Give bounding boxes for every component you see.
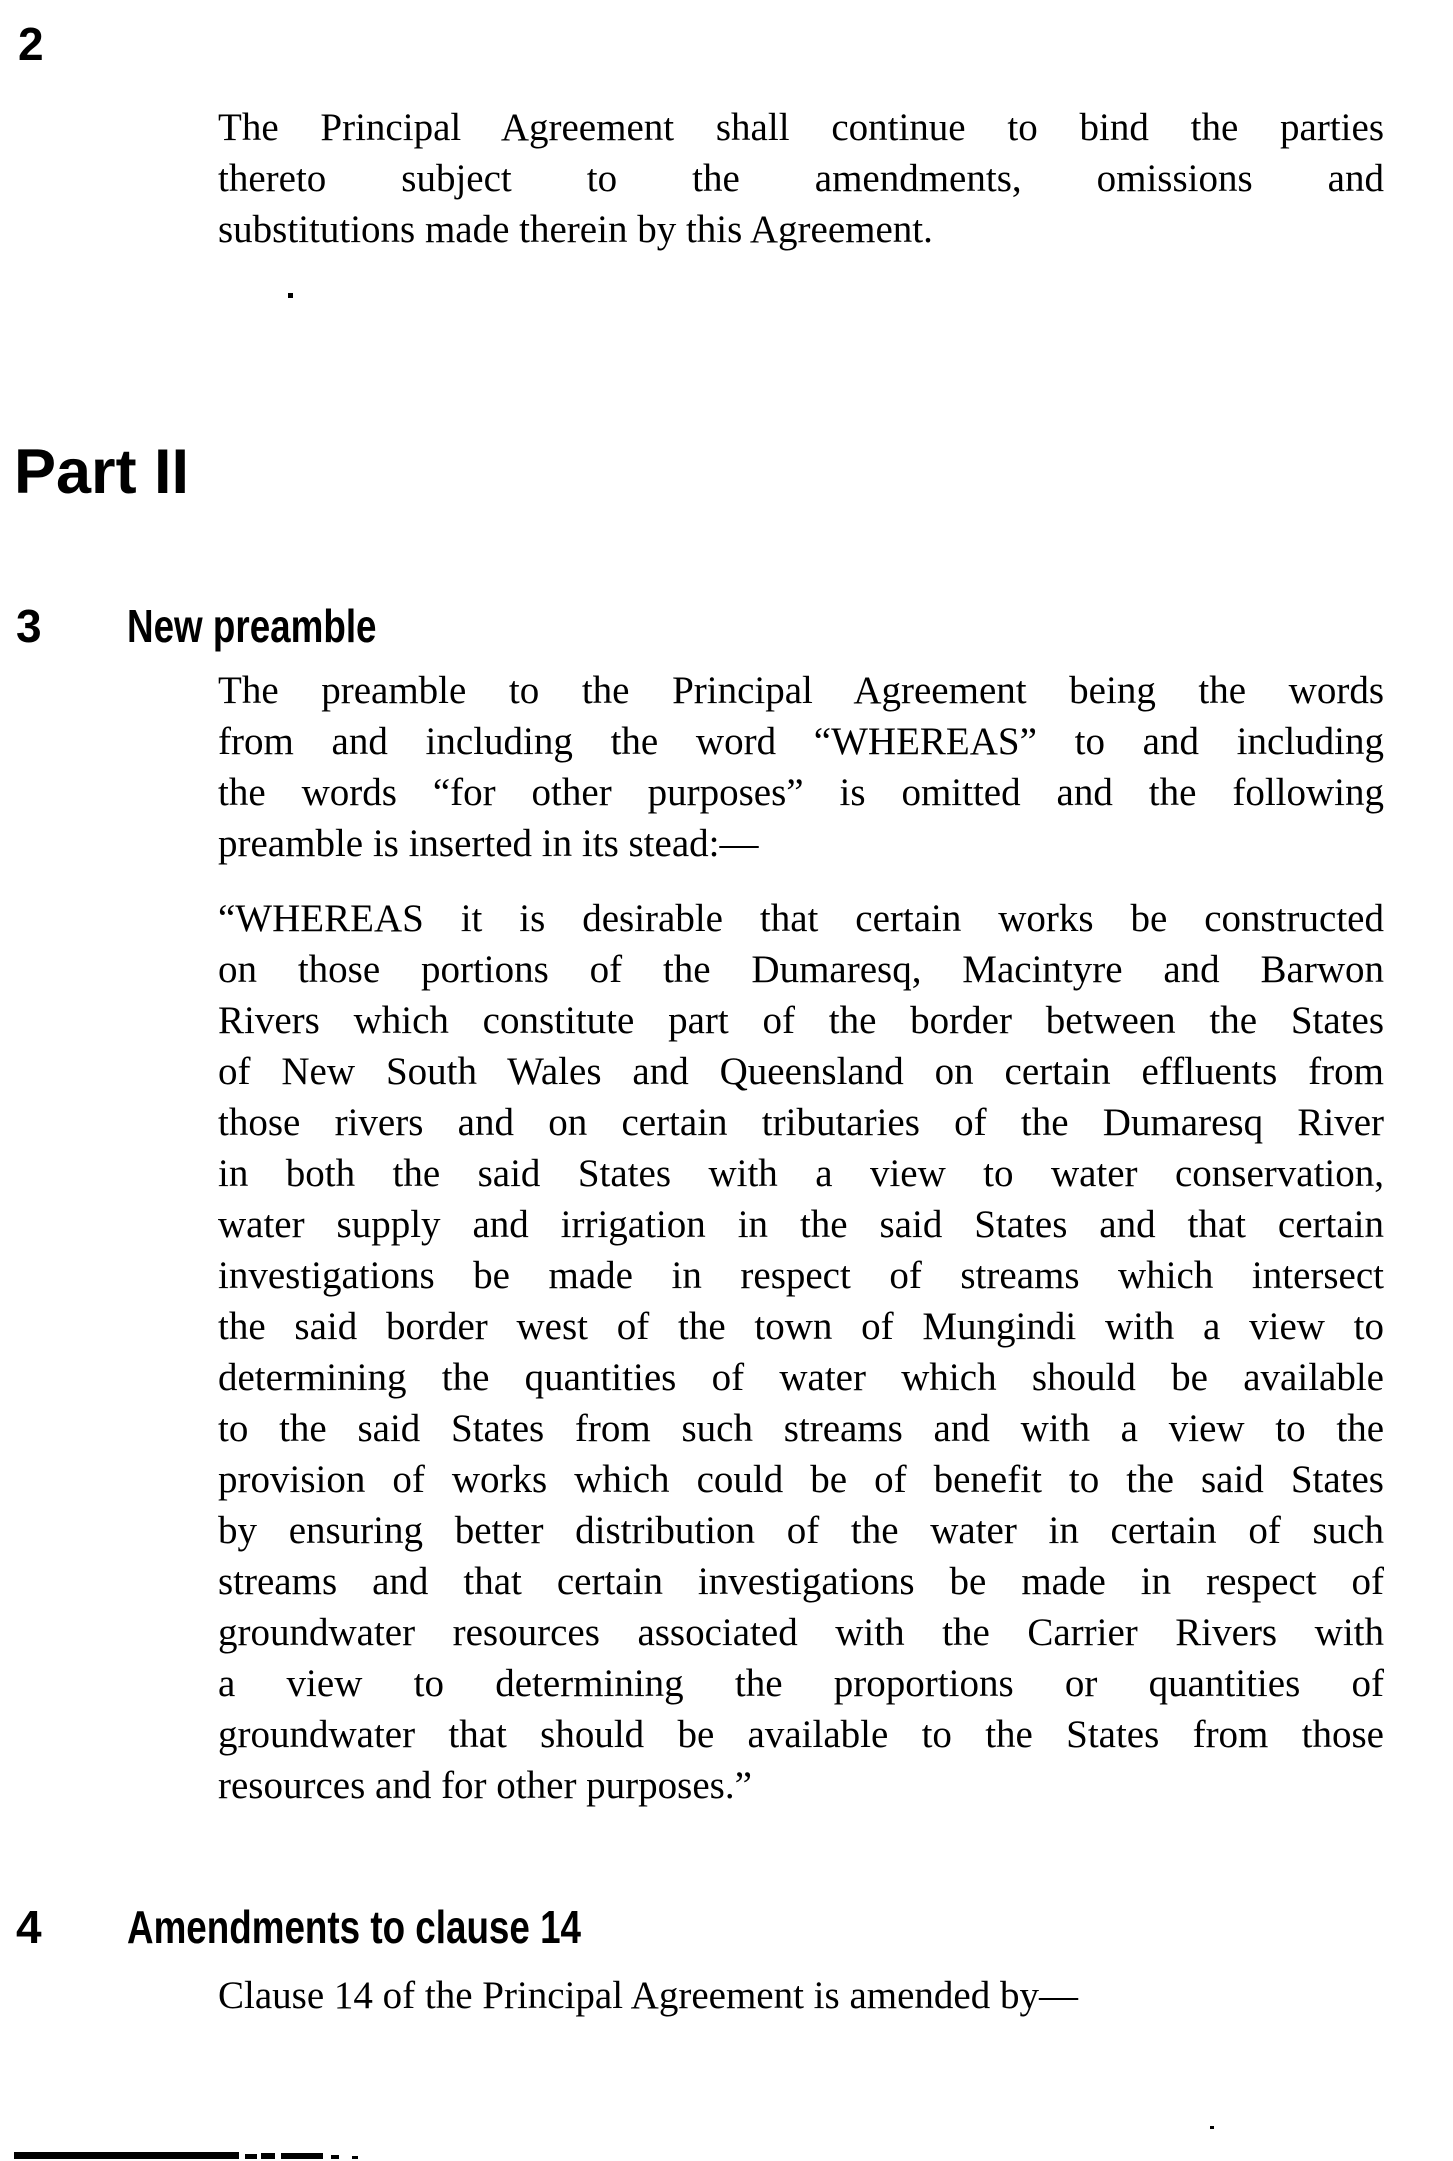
text-line: preamble is inserted in its stead:— (218, 822, 759, 865)
ink-dot-artifact (1210, 2126, 1214, 2129)
bottom-bar-fragment (352, 2156, 358, 2159)
text-line: substitutions made therein by this Agreement. (218, 208, 933, 251)
text-line: Rivers which constitute part of the border between the States (218, 999, 1384, 1042)
bottom-bar-fragment (245, 2154, 257, 2159)
text-line: from and including the word “WHEREAS” to and including (218, 720, 1384, 763)
text-line: The preamble to the Principal Agreement being the words (218, 669, 1384, 712)
section-4-number: 4 (16, 1901, 42, 1953)
text-line: The Principal Agreement shall continue to bind the parties (218, 106, 1384, 149)
text-line: groundwater that should be available to the States from those (218, 1713, 1384, 1756)
text-line: the words “for other purposes” is omitted and the following (218, 771, 1384, 814)
text-line: the said border west of the town of Mungindi with a view to (218, 1305, 1384, 1348)
text-line: on those portions of the Dumaresq, Macintyre and Barwon (218, 948, 1384, 991)
ink-dot-artifact (288, 293, 293, 298)
text-line: groundwater resources associated with the Carrier Rivers with (218, 1611, 1384, 1654)
text-line: “WHEREAS it is desirable that certain works be constructed (218, 897, 1384, 940)
text-line: resources and for other purposes.” (218, 1764, 752, 1807)
bottom-bar-fragment (261, 2153, 275, 2159)
intro-paragraph (218, 102, 1384, 255)
text-line: to the said States from such streams and with a view to the (218, 1407, 1384, 1450)
text-line: thereto subject to the amendments, omissions and (218, 157, 1384, 200)
bottom-bar-fragment (331, 2155, 339, 2159)
section-3-number: 3 (16, 600, 42, 652)
section-3-paragraph-2 (218, 893, 1384, 1811)
text-line: in both the said States with a view to water conservation, (218, 1152, 1384, 1195)
section-3-title (127, 600, 439, 652)
section-3-paragraph-1 (218, 665, 1384, 869)
page-number: 2 (18, 18, 44, 70)
text-line: determining the quantities of water which should be available (218, 1356, 1384, 1399)
text-line: those rivers and on certain tributaries of the Dumaresq River (218, 1101, 1384, 1144)
section-4-title (127, 1901, 695, 1953)
text-line: by ensuring better distribution of the water in certain of such (218, 1509, 1384, 1552)
text-line: investigations be made in respect of streams which intersect (218, 1254, 1384, 1297)
text-line: Clause 14 of the Principal Agreement is amended by— (218, 1974, 1078, 2017)
text-line: water supply and irrigation in the said States and that certain (218, 1203, 1384, 1246)
section-4-paragraph-1 (218, 1970, 1384, 2021)
section-4-title-text: Amendments to clause 14 (127, 1901, 582, 1953)
part-heading: Part II (14, 437, 190, 507)
text-line: of New South Wales and Queensland on certain effluents from (218, 1050, 1384, 1093)
text-line: a view to determining the proportions or quantities of (218, 1662, 1384, 1705)
bottom-bar-artifact (14, 2152, 239, 2159)
text-line: streams and that certain investigations be made in respect of (218, 1560, 1384, 1603)
bottom-bar-fragment (281, 2153, 323, 2159)
text-line: provision of works which could be of benefit to the said States (218, 1458, 1384, 1501)
section-3-title-text: New preamble (127, 600, 377, 652)
